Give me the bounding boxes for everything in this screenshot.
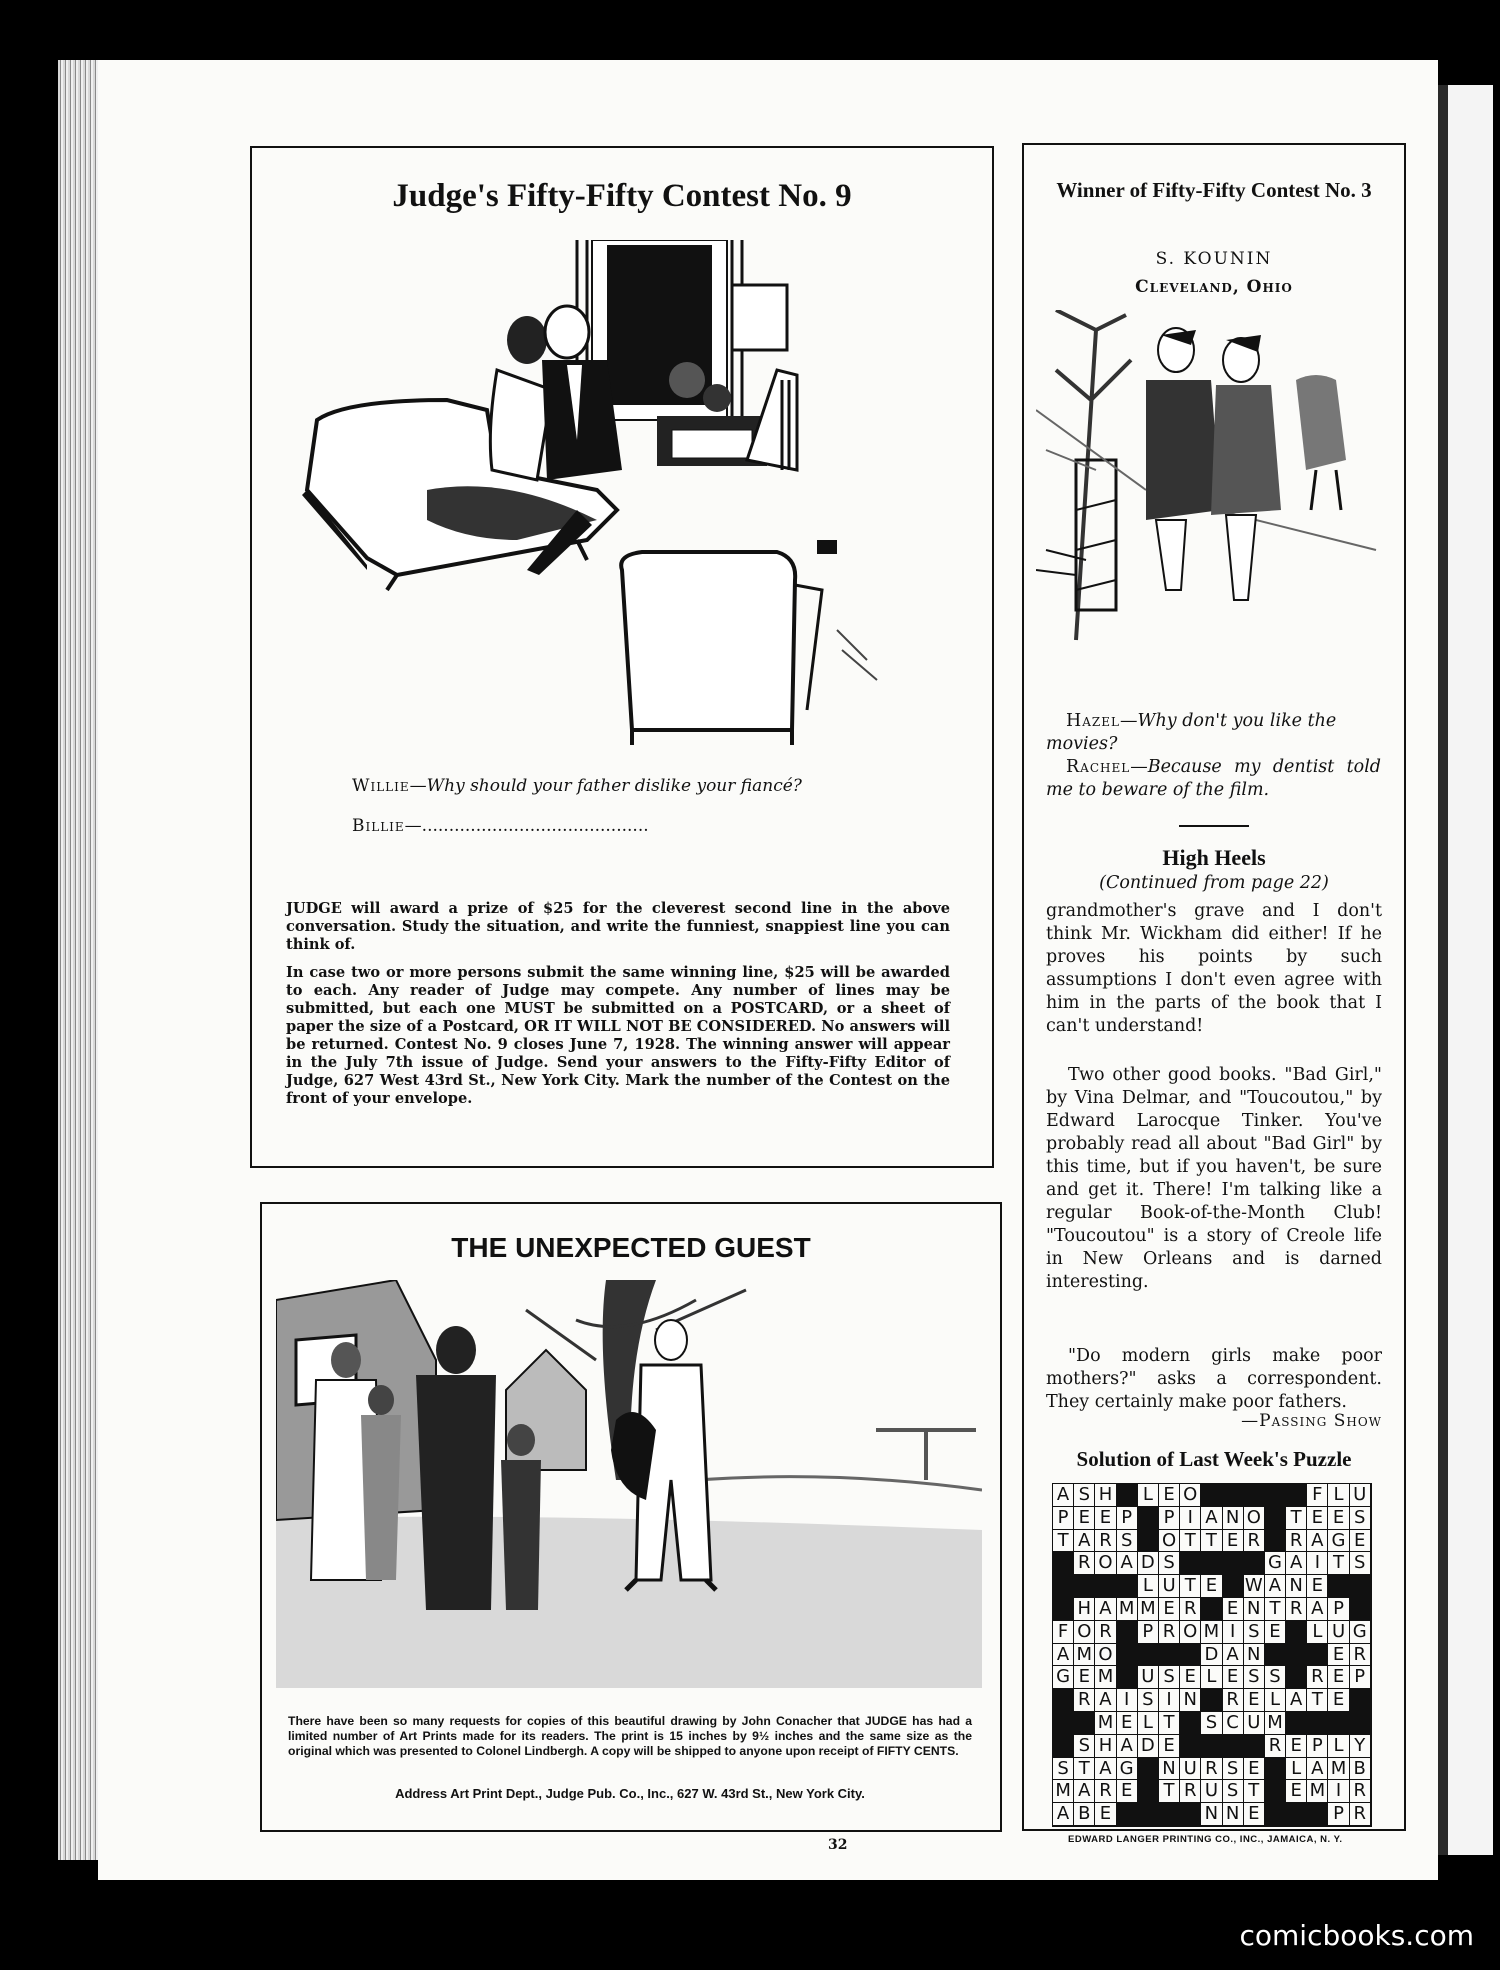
- contest-dialogue-willie: [352, 776, 802, 796]
- high-heels-paragraph-2: Two other good books. "Bad Girl," by Vina Delmar, and "Toucoutou," by Edward Larocque Tinker. You've probably read all about "Bad Girl" by this time, but if you haven't, be sure and get it. There! I'm talking like a regular Book-of-the-Month Club! "Toucoutou" is a story of Creole life in New Orleans and is darned interesting.: [1046, 1065, 1382, 1292]
- crossword-letter-cell: S: [1138, 1689, 1159, 1712]
- crossword-black-cell: [1095, 1575, 1116, 1598]
- crossword-black-cell: [1180, 1644, 1201, 1667]
- crossword-letter-cell: E: [1074, 1666, 1095, 1689]
- crossword-black-cell: [1159, 1644, 1180, 1667]
- crossword-black-cell: [1201, 1735, 1222, 1758]
- crossword-letter-cell: S: [1223, 1758, 1244, 1781]
- crossword-letter-cell: P: [1328, 1803, 1349, 1826]
- crossword-letter-cell: R: [1201, 1758, 1222, 1781]
- billie-answer-blank: —..........................................: [404, 816, 649, 836]
- rachel-line: —Because my dentist told me to beware of the film.: [1046, 757, 1381, 800]
- crossword-letter-cell: T: [1074, 1758, 1095, 1781]
- willie-line: —Why should your father dislike your fiancé?: [409, 776, 802, 796]
- hazel-name: Hazel: [1066, 711, 1120, 731]
- printer-credit: EDWARD LANGER PRINTING CO., INC., JAMAICA, N. Y.: [1068, 1834, 1343, 1845]
- crossword-letter-cell: E: [1328, 1689, 1349, 1712]
- crossword-letter-cell: P: [1138, 1621, 1159, 1644]
- crossword-letter-cell: A: [1095, 1689, 1116, 1712]
- crossword-letter-cell: A: [1117, 1735, 1138, 1758]
- crossword-letter-cell: R: [1350, 1803, 1371, 1826]
- crossword-black-cell: [1138, 1758, 1159, 1781]
- fifty-fifty-contest-box: [250, 146, 994, 1168]
- willie-name: Willie: [352, 776, 410, 796]
- crossword-letter-cell: R: [1180, 1598, 1201, 1621]
- crossword-black-cell: [1117, 1484, 1138, 1507]
- separator-rule: [1179, 825, 1249, 827]
- crossword-letter-cell: D: [1138, 1552, 1159, 1575]
- crossword-black-cell: [1286, 1712, 1307, 1735]
- crossword-letter-cell: H: [1095, 1484, 1116, 1507]
- crossword-letter-cell: E: [1180, 1666, 1201, 1689]
- crossword-letter-cell: N: [1159, 1758, 1180, 1781]
- crossword-letter-cell: M: [1074, 1644, 1095, 1667]
- crossword-letter-cell: O: [1244, 1507, 1265, 1530]
- crossword-letter-cell: R: [1074, 1552, 1095, 1575]
- crossword-letter-cell: R: [1180, 1780, 1201, 1803]
- crossword-black-cell: [1180, 1735, 1201, 1758]
- guest-caption: There have been so many requests for copies of this beautiful drawing by John Conacher that JUDGE has had a limited number of Art Prints made for its readers. The print is 15 inches by 9½ inches and the same size as the original which was presented to Colonel Lindbergh. A copy will be shipped to anyone upon receipt of FIFTY CENTS.: [288, 1714, 972, 1758]
- crossword-black-cell: [1159, 1803, 1180, 1826]
- crossword-black-cell: [1286, 1621, 1307, 1644]
- crossword-black-cell: [1138, 1644, 1159, 1667]
- crossword-letter-cell: M: [1053, 1780, 1074, 1803]
- crossword-letter-cell: E: [1223, 1666, 1244, 1689]
- crossword-black-cell: [1117, 1803, 1138, 1826]
- crossword-letter-cell: G: [1053, 1666, 1074, 1689]
- crossword-black-cell: [1117, 1575, 1138, 1598]
- crossword-letter-cell: L: [1265, 1689, 1286, 1712]
- crossword-black-cell: [1244, 1484, 1265, 1507]
- crossword-letter-cell: I: [1117, 1689, 1138, 1712]
- winner-illustration-two-women-walking: [1036, 310, 1386, 650]
- crossword-letter-cell: G: [1350, 1621, 1371, 1644]
- crossword-letter-cell: R: [1159, 1621, 1180, 1644]
- crossword-black-cell: [1180, 1712, 1201, 1735]
- crossword-letter-cell: S: [1117, 1530, 1138, 1553]
- crossword-letter-cell: W: [1244, 1575, 1265, 1598]
- crossword-letter-cell: A: [1201, 1507, 1222, 1530]
- contest-illustration-couple-on-sofa: [277, 240, 967, 760]
- crossword-letter-cell: R: [1350, 1644, 1371, 1667]
- crossword-letter-cell: S: [1159, 1666, 1180, 1689]
- crossword-black-cell: [1053, 1712, 1074, 1735]
- crossword-letter-cell: E: [1095, 1803, 1116, 1826]
- crossword-black-cell: [1180, 1803, 1201, 1826]
- crossword-letter-cell: Y: [1350, 1735, 1371, 1758]
- crossword-black-cell: [1286, 1803, 1307, 1826]
- crossword-letter-cell: N: [1180, 1689, 1201, 1712]
- crossword-letter-cell: R: [1074, 1689, 1095, 1712]
- crossword-letter-cell: T: [1328, 1552, 1349, 1575]
- crossword-letter-cell: D: [1138, 1735, 1159, 1758]
- crossword-letter-cell: U: [1180, 1758, 1201, 1781]
- crossword-letter-cell: U: [1328, 1621, 1349, 1644]
- crossword-black-cell: [1053, 1735, 1074, 1758]
- crossword-letter-cell: T: [1180, 1530, 1201, 1553]
- crossword-letter-cell: T: [1307, 1689, 1328, 1712]
- contest-rules-paragraph-1: JUDGE will award a prize of $25 for the cleverest second line in the above conversation. Study the situation, and write the funniest, snappiest line you can think of.: [286, 900, 950, 953]
- high-heels-title: High Heels: [1162, 845, 1266, 870]
- crossword-letter-cell: E: [1328, 1644, 1349, 1667]
- crossword-black-cell: [1286, 1666, 1307, 1689]
- crossword-black-cell: [1265, 1484, 1286, 1507]
- crossword-letter-cell: O: [1074, 1621, 1095, 1644]
- crossword-letter-cell: L: [1286, 1758, 1307, 1781]
- crossword-black-cell: [1307, 1803, 1328, 1826]
- crossword-letter-cell: E: [1074, 1507, 1095, 1530]
- winner-name: S. KOUNIN: [1155, 249, 1273, 269]
- crossword-black-cell: [1286, 1484, 1307, 1507]
- crossword-letter-cell: S: [1244, 1666, 1265, 1689]
- crossword-black-cell: [1201, 1598, 1222, 1621]
- crossword-black-cell: [1286, 1644, 1307, 1667]
- crossword-letter-cell: T: [1159, 1712, 1180, 1735]
- next-page-edge: [1448, 85, 1493, 1855]
- crossword-letter-cell: B: [1350, 1758, 1371, 1781]
- puzzle-title: Solution of Last Week's Puzzle: [1076, 1447, 1352, 1471]
- crossword-letter-cell: M: [1307, 1780, 1328, 1803]
- crossword-letter-cell: E: [1117, 1712, 1138, 1735]
- crossword-letter-cell: P: [1328, 1598, 1349, 1621]
- crossword-letter-cell: I: [1180, 1507, 1201, 1530]
- crossword-letter-cell: E: [1223, 1598, 1244, 1621]
- winner-dialogue-hazel: [1046, 710, 1381, 756]
- crossword-letter-cell: N: [1244, 1598, 1265, 1621]
- crossword-black-cell: [1223, 1575, 1244, 1598]
- crossword-letter-cell: U: [1138, 1666, 1159, 1689]
- crossword-letter-cell: A: [1053, 1484, 1074, 1507]
- rachel-name: Rachel: [1066, 757, 1131, 777]
- crossword-letter-cell: A: [1307, 1758, 1328, 1781]
- crossword-letter-cell: P: [1117, 1507, 1138, 1530]
- crossword-black-cell: [1244, 1735, 1265, 1758]
- crossword-black-cell: [1307, 1644, 1328, 1667]
- crossword-black-cell: [1265, 1803, 1286, 1826]
- crossword-letter-cell: E: [1223, 1530, 1244, 1553]
- winner-city: Cleveland, Ohio: [1135, 277, 1293, 297]
- crossword-black-cell: [1265, 1644, 1286, 1667]
- crossword-letter-cell: M: [1138, 1598, 1159, 1621]
- crossword-letter-cell: R: [1286, 1598, 1307, 1621]
- crossword-letter-cell: S: [1244, 1621, 1265, 1644]
- crossword-black-cell: [1053, 1689, 1074, 1712]
- crossword-black-cell: [1265, 1507, 1286, 1530]
- crossword-letter-cell: R: [1244, 1530, 1265, 1553]
- crossword-letter-cell: U: [1201, 1780, 1222, 1803]
- crossword-black-cell: [1350, 1575, 1371, 1598]
- crossword-letter-cell: I: [1307, 1552, 1328, 1575]
- crossword-black-cell: [1350, 1689, 1371, 1712]
- crossword-letter-cell: R: [1350, 1780, 1371, 1803]
- crossword-letter-cell: R: [1095, 1621, 1116, 1644]
- crossword-letter-cell: A: [1307, 1598, 1328, 1621]
- crossword-black-cell: [1074, 1712, 1095, 1735]
- crossword-black-cell: [1138, 1530, 1159, 1553]
- crossword-letter-cell: E: [1350, 1530, 1371, 1553]
- crossword-black-cell: [1350, 1598, 1371, 1621]
- crossword-letter-cell: O: [1159, 1530, 1180, 1553]
- crossword-black-cell: [1117, 1621, 1138, 1644]
- crossword-black-cell: [1223, 1552, 1244, 1575]
- crossword-letter-cell: T: [1286, 1507, 1307, 1530]
- crossword-letter-cell: U: [1244, 1712, 1265, 1735]
- passing-show-quote: "Do modern girls make poor mothers?" asks a correspondent. They certainly make poor fathers.: [1046, 1346, 1382, 1412]
- crossword-letter-cell: I: [1223, 1621, 1244, 1644]
- crossword-letter-cell: A: [1286, 1552, 1307, 1575]
- crossword-letter-cell: A: [1286, 1689, 1307, 1712]
- crossword-black-cell: [1265, 1530, 1286, 1553]
- crossword-letter-cell: S: [1159, 1552, 1180, 1575]
- crossword-letter-cell: M: [1117, 1598, 1138, 1621]
- crossword-letter-cell: G: [1328, 1530, 1349, 1553]
- crossword-letter-cell: P: [1350, 1666, 1371, 1689]
- crossword-letter-cell: O: [1180, 1484, 1201, 1507]
- hazel-line: —Why don't you like the movies?: [1046, 711, 1337, 754]
- crossword-black-cell: [1265, 1780, 1286, 1803]
- crossword-letter-cell: N: [1286, 1575, 1307, 1598]
- crossword-letter-cell: M: [1328, 1758, 1349, 1781]
- crossword-letter-cell: H: [1095, 1735, 1116, 1758]
- crossword-letter-cell: R: [1223, 1689, 1244, 1712]
- crossword-letter-cell: O: [1095, 1644, 1116, 1667]
- crossword-letter-cell: D: [1201, 1644, 1222, 1667]
- crossword-letter-cell: E: [1307, 1507, 1328, 1530]
- contest-rules-paragraph-2: In case two or more persons submit the same winning line, $25 will be awarded to each. Any reader of Judge may compete. Any number of lines may be submitted, but each one MUST be submitted on a POSTCARD, or a sheet of paper the size of a Postcard, OR IT WILL NOT BE CONSIDERED. No answers will be returned. Contest No. 9 closes June 7, 1928. The winning answer will appear in the July 7th issue of Judge. Send your answers to the Fifty-Fifty Editor of Judge, 627 West 43rd St., New York City. Mark the number of the Contest on the front of your envelope.: [286, 964, 950, 1107]
- crossword-letter-cell: F: [1307, 1484, 1328, 1507]
- crossword-letter-cell: T: [1265, 1598, 1286, 1621]
- crossword-letter-cell: E: [1244, 1758, 1265, 1781]
- crossword-letter-cell: O: [1180, 1621, 1201, 1644]
- contest-title: Judge's Fifty-Fifty Contest No. 9: [392, 178, 852, 214]
- crossword-black-cell: [1307, 1712, 1328, 1735]
- crossword-letter-cell: T: [1244, 1780, 1265, 1803]
- winner-dialogue-rachel: [1046, 756, 1381, 802]
- high-heels-continued: (Continued from page 22): [1099, 873, 1329, 893]
- crossword-letter-cell: U: [1350, 1484, 1371, 1507]
- crossword-letter-cell: A: [1053, 1803, 1074, 1826]
- crossword-letter-cell: I: [1159, 1689, 1180, 1712]
- crossword-letter-cell: S: [1053, 1758, 1074, 1781]
- high-heels-paragraph-1: grandmother's grave and I don't think Mr. Wickham did either! If he proves his points by such assumptions I don't even agree with him in the parts of the book that I can't understand!: [1046, 901, 1382, 1036]
- unexpected-guest-box: [260, 1202, 1002, 1832]
- crossword-letter-cell: S: [1350, 1507, 1371, 1530]
- crossword-letter-cell: E: [1286, 1780, 1307, 1803]
- crossword-letter-cell: A: [1095, 1758, 1116, 1781]
- crossword-black-cell: [1328, 1712, 1349, 1735]
- crossword-letter-cell: N: [1201, 1803, 1222, 1826]
- crossword-letter-cell: E: [1159, 1735, 1180, 1758]
- crossword-letter-cell: P: [1053, 1507, 1074, 1530]
- crossword-letter-cell: S: [1265, 1666, 1286, 1689]
- crossword-letter-cell: U: [1159, 1575, 1180, 1598]
- crossword-black-cell: [1180, 1552, 1201, 1575]
- crossword-letter-cell: I: [1328, 1780, 1349, 1803]
- crossword-letter-cell: E: [1328, 1507, 1349, 1530]
- crossword-letter-cell: B: [1074, 1803, 1095, 1826]
- crossword-black-cell: [1201, 1689, 1222, 1712]
- crossword-black-cell: [1117, 1666, 1138, 1689]
- crossword-letter-cell: C: [1223, 1712, 1244, 1735]
- crossword-letter-cell: S: [1201, 1712, 1222, 1735]
- crossword-letter-cell: H: [1074, 1598, 1095, 1621]
- crossword-letter-cell: E: [1159, 1598, 1180, 1621]
- crossword-letter-cell: T: [1159, 1780, 1180, 1803]
- crossword-letter-cell: R: [1307, 1666, 1328, 1689]
- crossword-letter-cell: M: [1095, 1712, 1116, 1735]
- crossword-letter-cell: E: [1244, 1803, 1265, 1826]
- crossword-black-cell: [1350, 1712, 1371, 1735]
- crossword-letter-cell: R: [1265, 1735, 1286, 1758]
- crossword-letter-cell: S: [1074, 1484, 1095, 1507]
- crossword-black-cell: [1201, 1552, 1222, 1575]
- crossword-letter-cell: A: [1117, 1552, 1138, 1575]
- crossword-letter-cell: S: [1350, 1552, 1371, 1575]
- crossword-letter-cell: L: [1328, 1484, 1349, 1507]
- site-watermark: comicbooks.com: [1239, 1919, 1474, 1952]
- crossword-letter-cell: M: [1201, 1621, 1222, 1644]
- contest-dialogue-billie: [352, 816, 649, 836]
- crossword-letter-cell: P: [1307, 1735, 1328, 1758]
- crossword-letter-cell: E: [1159, 1484, 1180, 1507]
- crossword-black-cell: [1244, 1552, 1265, 1575]
- crossword-letter-cell: O: [1095, 1552, 1116, 1575]
- crossword-black-cell: [1138, 1780, 1159, 1803]
- crossword-letter-cell: A: [1307, 1530, 1328, 1553]
- crossword-letter-cell: L: [1138, 1575, 1159, 1598]
- winner-title: Winner of Fifty-Fifty Contest No. 3: [1056, 178, 1372, 202]
- crossword-letter-cell: A: [1265, 1575, 1286, 1598]
- guest-title: THE UNEXPECTED GUEST: [451, 1232, 811, 1263]
- crossword-letter-cell: A: [1095, 1598, 1116, 1621]
- crossword-letter-cell: E: [1328, 1666, 1349, 1689]
- crossword-letter-cell: E: [1201, 1575, 1222, 1598]
- crossword-letter-cell: E: [1244, 1689, 1265, 1712]
- crossword-letter-cell: L: [1307, 1621, 1328, 1644]
- crossword-letter-cell: F: [1053, 1621, 1074, 1644]
- crossword-letter-cell: G: [1117, 1758, 1138, 1781]
- crossword-letter-cell: T: [1053, 1530, 1074, 1553]
- crossword-letter-cell: L: [1201, 1666, 1222, 1689]
- crossword-letter-cell: E: [1307, 1575, 1328, 1598]
- crossword-letter-cell: T: [1180, 1575, 1201, 1598]
- crossword-letter-cell: G: [1265, 1552, 1286, 1575]
- crossword-letter-cell: M: [1095, 1666, 1116, 1689]
- crossword-letter-cell: S: [1223, 1780, 1244, 1803]
- crossword-black-cell: [1328, 1575, 1349, 1598]
- crossword-letter-cell: N: [1244, 1644, 1265, 1667]
- crossword-letter-cell: E: [1117, 1780, 1138, 1803]
- crossword-black-cell: [1117, 1644, 1138, 1667]
- crossword-letter-cell: N: [1223, 1803, 1244, 1826]
- crossword-letter-cell: M: [1265, 1712, 1286, 1735]
- crossword-black-cell: [1138, 1507, 1159, 1530]
- crossword-solution-grid: [1052, 1483, 1372, 1827]
- crossword-black-cell: [1265, 1758, 1286, 1781]
- crossword-black-cell: [1053, 1598, 1074, 1621]
- crossword-black-cell: [1053, 1552, 1074, 1575]
- crossword-letter-cell: S: [1074, 1735, 1095, 1758]
- crossword-letter-cell: E: [1265, 1621, 1286, 1644]
- crossword-letter-cell: N: [1223, 1507, 1244, 1530]
- right-column-box: [1022, 143, 1406, 1831]
- crossword-letter-cell: R: [1286, 1530, 1307, 1553]
- crossword-letter-cell: L: [1138, 1484, 1159, 1507]
- crossword-black-cell: [1201, 1484, 1222, 1507]
- crossword-black-cell: [1074, 1575, 1095, 1598]
- page-number: 32: [828, 1837, 848, 1853]
- book-binding-edge: [58, 60, 98, 1860]
- crossword-letter-cell: A: [1223, 1644, 1244, 1667]
- guest-illustration-lindbergh-farm: [276, 1280, 982, 1688]
- passing-show-source: —Passing Show: [1241, 1411, 1382, 1431]
- billie-name: Billie: [352, 816, 405, 836]
- crossword-letter-cell: P: [1159, 1507, 1180, 1530]
- crossword-letter-cell: A: [1074, 1780, 1095, 1803]
- crossword-letter-cell: R: [1095, 1530, 1116, 1553]
- crossword-letter-cell: A: [1053, 1644, 1074, 1667]
- crossword-letter-cell: E: [1286, 1735, 1307, 1758]
- crossword-black-cell: [1223, 1484, 1244, 1507]
- crossword-letter-cell: E: [1095, 1507, 1116, 1530]
- crossword-letter-cell: L: [1328, 1735, 1349, 1758]
- crossword-black-cell: [1138, 1803, 1159, 1826]
- crossword-letter-cell: A: [1074, 1530, 1095, 1553]
- crossword-letter-cell: T: [1201, 1530, 1222, 1553]
- guest-address: Address Art Print Dept., Judge Pub. Co., Inc., 627 W. 43rd St., New York City.: [395, 1786, 865, 1801]
- crossword-black-cell: [1223, 1735, 1244, 1758]
- crossword-letter-cell: L: [1138, 1712, 1159, 1735]
- crossword-black-cell: [1053, 1575, 1074, 1598]
- crossword-letter-cell: R: [1095, 1780, 1116, 1803]
